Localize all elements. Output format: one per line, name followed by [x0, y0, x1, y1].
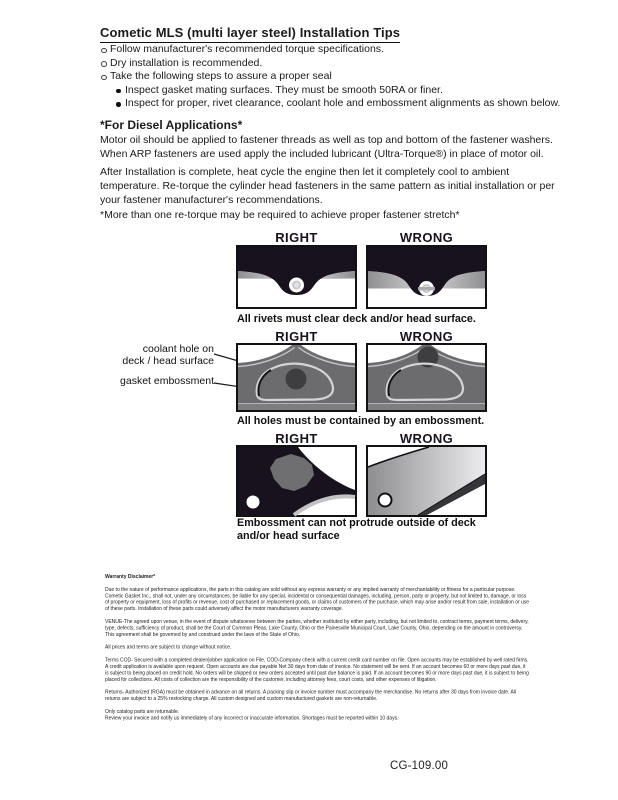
coolant-hole-annotation — [96, 344, 214, 367]
rivet-interference-icon — [366, 245, 487, 309]
page-title: Cometic MLS (multi layer steel) Installation Tips — [100, 25, 400, 43]
disclaimer-paragraph: Review your invoice and notify us immediately of any incorrect or inaccurate information. Shortages must be reported within 10 days. — [105, 715, 399, 721]
coolant-hole-icon — [286, 369, 307, 390]
figure-caption: Embossment can not protrude outside of deck and/or head surface — [237, 517, 476, 542]
gasket-embossment-annotation: gasket embossment — [120, 375, 214, 387]
tip-text: Inspect gasket mating surfaces. They must be smooth 50RA or finer. — [125, 83, 443, 96]
rivet-wrong-diagram — [366, 245, 487, 314]
tip-text: Inspect for proper, rivet clearance, coolant hole and embossment alignments as shown below. — [125, 97, 561, 110]
disclaimer-paragraph: Returns- Authorized (RGA) must be obtained in advance on all returns. A packing slip or invoice number must accompany the merchandise. No returns after 30 days from invoice date. All returns are subject to a 25% restocking charge. All custom designed and custom manufactured gaskets are non-returnable. — [105, 689, 517, 702]
rivet-clear-icon — [236, 245, 357, 309]
wrong-label: WRONG — [399, 329, 454, 344]
list-item — [101, 84, 571, 98]
disclaimer-heading: Warranty Disclaimer* — [105, 574, 156, 580]
disclaimer-paragraph: All prices and terms are subject to change without notice. — [105, 644, 232, 651]
right-label: RIGHT — [275, 230, 318, 245]
warranty-disclaimer — [105, 574, 530, 728]
list-item — [101, 70, 571, 84]
right-label: RIGHT — [275, 329, 318, 344]
filled-bullet-icon — [116, 89, 121, 94]
embossment-contained-icon — [236, 445, 357, 517]
wrong-label: WRONG — [399, 230, 454, 245]
disclaimer-paragraph: Only catalog parts are returnable. — [105, 708, 180, 715]
figure-caption: All holes must be contained by an embossment. — [237, 415, 485, 427]
tip-text: Follow manufacturer's recommended torque specifications. — [110, 43, 384, 55]
disclaimer-paragraph: Terms COD- Secured with a completed dealer/jobber application on File, COD-Company check with a current credit card number on file. Open accounts may be established by well rated firms. A credit application is available upon request. Open accounts are due payable Net 30 days from date of invoice. No statement will be sent. If an account becomes 60 or more days past due, it is subject to being placed on credit hold. No orders will be shipped or new orders accepted until past due balance is paid. If an account becomes 90 or more days past due, it is subject to being placed for collections. All costs of collection are the responsibility of the customer, including attorney fees, court costs, and other expenses of litigation. — [105, 657, 529, 683]
diesel-paragraph: After Installation is complete, heat cycle the engine then let it completely cool to ambient temperature. Re-torque the cylinder head fasteners in the same pattern as initial installation or per your fastener manufacturer's recommendations. — [100, 166, 555, 206]
diesel-paragraph: Motor oil should be applied to fastener threads as well as top and bottom of the fastener washers. When ARP fasteners are used apply the included lubricant (Ultra-Torque®) in place of motor oil. — [100, 134, 553, 160]
figure-caption: All rivets must clear deck and/or head surface. — [237, 313, 476, 325]
wrong-label: WRONG — [399, 431, 454, 446]
right-label: RIGHT — [275, 431, 318, 446]
bolt-hole-icon — [247, 496, 260, 509]
document-number: CG-109.00 — [390, 760, 449, 772]
hole-in-embossment-icon — [236, 343, 357, 412]
open-bullet-icon — [101, 48, 107, 54]
tip-text: Take the following steps to assure a proper seal — [110, 70, 332, 83]
disclaimer-paragraph: This agreement shall be governed by and construed under the laws of the State of Ohio. — [105, 631, 301, 638]
embossment-wrong-diagram — [366, 445, 487, 522]
coolant-right-diagram — [236, 343, 357, 417]
list-item — [101, 97, 571, 111]
open-bullet-icon — [101, 75, 107, 81]
disclaimer-paragraph: VENUE-The agreed upon venue, in the event of dispute whatsoever between the parties, whether instituted by either party, including, but not limited to, contract terms, payment terms, delivery, type, defects, sufficiency of product, shall be the Court of Common Pleas, Lake County, Ohio or the Painesville Municipal Court, Lake County, Ohio, depending on the amount in controversy. — [105, 618, 529, 631]
embossment-right-diagram — [236, 445, 357, 522]
open-bullet-icon — [101, 61, 107, 67]
annotation-text: deck / head surface — [122, 354, 214, 367]
installation-tips-list — [101, 43, 571, 111]
hole-outside-embossment-icon — [366, 343, 487, 412]
coolant-wrong-diagram — [366, 343, 487, 417]
filled-bullet-icon — [116, 102, 121, 107]
rivet-right-diagram — [236, 245, 357, 314]
tip-text: Dry installation is recommended. — [110, 56, 263, 69]
embossment-protruding-icon — [366, 445, 487, 517]
list-item — [101, 57, 571, 71]
diesel-section-heading: *For Diesel Applications* — [100, 118, 243, 132]
retorque-note: *More than one re-torque may be required to achieve proper fastener stretch* — [100, 209, 460, 221]
bolt-hole-icon — [379, 494, 392, 507]
list-item — [101, 43, 571, 57]
disclaimer-paragraph: Due to the nature of performance applications, the parts in this catalog are sold without any express warranty or any implied warranty of merchantability or fitness for a particular purpose. Cometic Gasket Inc., shall not, under any circumstances, be liable for any special, incidental or consequential damages, including, person, party or property, but not limited to, damage, or loss of property or equipment, loss of profits or revenue, cost of purchased or replacement goods, or claims of customers of the purchase, which may arise and/or result from sale, installation or use of these parts. Installation of these parts could adversely affect the motor manufacturers warranty coverage. — [105, 586, 530, 612]
annotation-text: coolant hole on — [142, 343, 214, 355]
